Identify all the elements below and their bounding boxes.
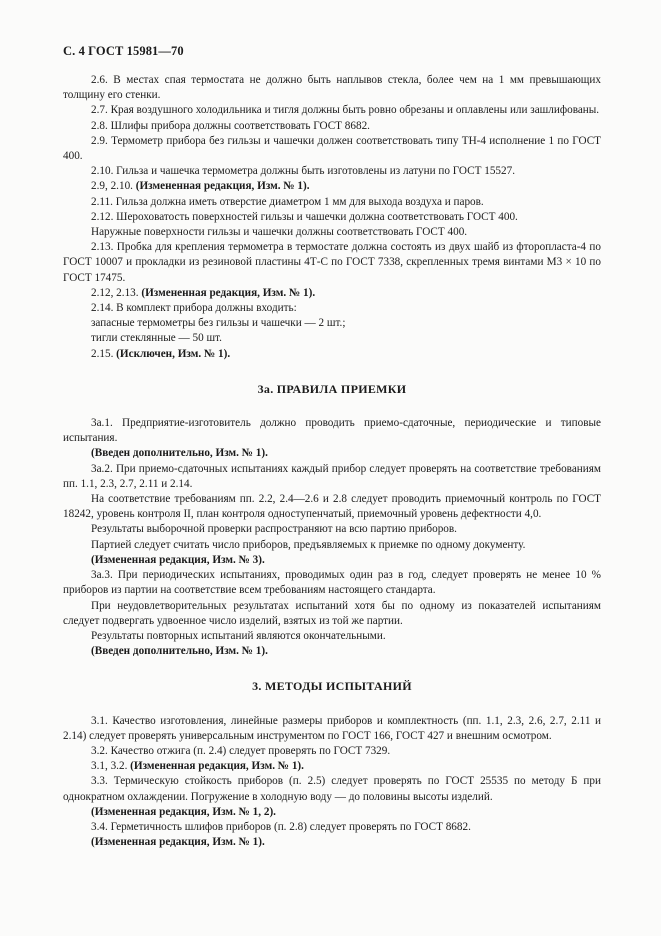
paragraph: При неудовлетворительных результатах испытаний хотя бы по одному из показателей испытаниям следует подвергать удвоенное число изделий, взятых из той же партии. — [63, 599, 601, 627]
paragraph: 2.6. В местах спая термостата не должно быть наплывов стекла, более чем на 1 мм превышающих толщину его стенки. — [63, 74, 601, 102]
list-item: тигли стеклянные — 50 шт. — [91, 332, 222, 345]
paragraph: 3а.2. При приемо-сдаточных испытаниях каждый прибор следует проверять на соответствие требованиям пп. 1.1, 2.3, 2.7, 2.11 и 2.14. — [63, 462, 601, 490]
section-3 — [63, 714, 601, 851]
amendment-note: 2.15. (Исключен, Изм. № 1). — [91, 347, 231, 360]
page-header: С. 4 ГОСТ 15981—70 — [63, 44, 184, 58]
paragraph: 2.12. Шероховатость поверхностей гильзы и чашечки должна соответствовать ГОСТ 400. — [91, 210, 518, 223]
paragraph: 3а.1. Предприятие-изготовитель должно проводить приемо-сдаточные, периодические и типовые испытания. — [63, 417, 601, 445]
paragraph: 3.3. Термическую стойкость приборов (п. 2.5) следует проверять по ГОСТ 25535 по методу Б при однократном охлаждении. Погружение в холодную воду — до половины высоты изделий. — [63, 775, 601, 803]
paragraph: 3.2. Качество отжига (п. 2.4) следует проверять по ГОСТ 7329. — [91, 744, 391, 757]
paragraph: Результаты повторных испытаний являются окончательными. — [91, 629, 386, 642]
paragraph: 2.7. Края воздушного холодильника и тигля должны быть ровно обрезаны и оплавлены или зашлифованы. — [91, 104, 600, 117]
amendment-note: (Измененная редакция, Изм. № 3). — [91, 553, 265, 566]
paragraph: 2.10. Гильза и чашечка термометра должны быть изготовлены из латуни по ГОСТ 15527. — [91, 165, 516, 178]
section-2-continuation — [63, 73, 601, 362]
section-3a — [63, 416, 601, 659]
paragraph: Партией следует считать число приборов, предъявляемых к приемке по одному документу. — [91, 538, 526, 551]
amendment-note: 2.12, 2.13. (Измененная редакция, Изм. № 1). — [91, 286, 316, 299]
paragraph: 2.14. В комплект прибора должны входить: — [91, 302, 297, 315]
paragraph: На соответствие требованиям пп. 2.2, 2.4—2.6 и 2.8 следует проводить приемочный контроль по ГОСТ 18242, уровень контроля II, план контроля одноступенчатый, приемочный уровень дефектности 4,0. — [63, 493, 601, 521]
paragraph: 3а.3. При периодических испытаниях, проводимых один раз в год, следует проверять не менее 10 % приборов из партии на соответствие всем требованиям настоящего стандарта. — [63, 569, 601, 597]
paragraph: 2.13. Пробка для крепления термометра в термостате должна состоять из двух шайб из фторопласта-4 по ГОСТ 10007 и прокладки из резиновой пластины 4Т-С по ГОСТ 7338, скрепленных тремя винтами М3 × 10 по ГОСТ 17475. — [63, 241, 601, 284]
document-body — [63, 73, 601, 850]
section-3a-title: 3а. ПРАВИЛА ПРИЕМКИ — [257, 381, 407, 396]
section-3-title: 3. МЕТОДЫ ИСПЫТАНИЙ — [252, 679, 412, 694]
paragraph: 3.4. Герметичность шлифов приборов (п. 2.8) следует проверять по ГОСТ 8682. — [91, 820, 471, 833]
amendment-note: (Измененная редакция, Изм. № 1). — [91, 836, 265, 849]
paragraph: 2.8. Шлифы прибора должны соответствовать ГОСТ 8682. — [91, 119, 370, 132]
amendment-note: 3.1, 3.2. (Измененная редакция, Изм. № 1). — [91, 760, 304, 773]
paragraph: Результаты выборочной проверки распространяют на всю партию приборов. — [91, 523, 457, 536]
amendment-note: (Измененная редакция, Изм. № 1, 2). — [91, 805, 276, 818]
paragraph: 2.11. Гильза должна иметь отверстие диаметром 1 мм для выхода воздуха и паров. — [91, 195, 484, 208]
amendment-note: 2.9, 2.10. (Измененная редакция, Изм. № 1). — [91, 180, 310, 193]
amendment-note: (Введен дополнительно, Изм. № 1). — [91, 447, 268, 460]
paragraph: 3.1. Качество изготовления, линейные размеры приборов и комплектность (пп. 1.1, 2.3, 2.6, 2.7, 2.11 и 2.14) следует проверять универсальным инструментом по ГОСТ 166, ГОСТ 427 и внешним осмотром. — [63, 714, 601, 742]
amendment-note: (Введен дополнительно, Изм. № 1). — [91, 645, 268, 658]
paragraph: 2.9. Термометр прибора без гильзы и чашечки должен соответствовать типу ТН-4 исполнение 1 по ГОСТ 400. — [63, 134, 601, 163]
paragraph: Наружные поверхности гильзы и чашечки должны соответствовать ГОСТ 400. — [91, 226, 468, 239]
list-item: запасные термометры без гильзы и чашечки — 2 шт.; — [91, 317, 346, 330]
